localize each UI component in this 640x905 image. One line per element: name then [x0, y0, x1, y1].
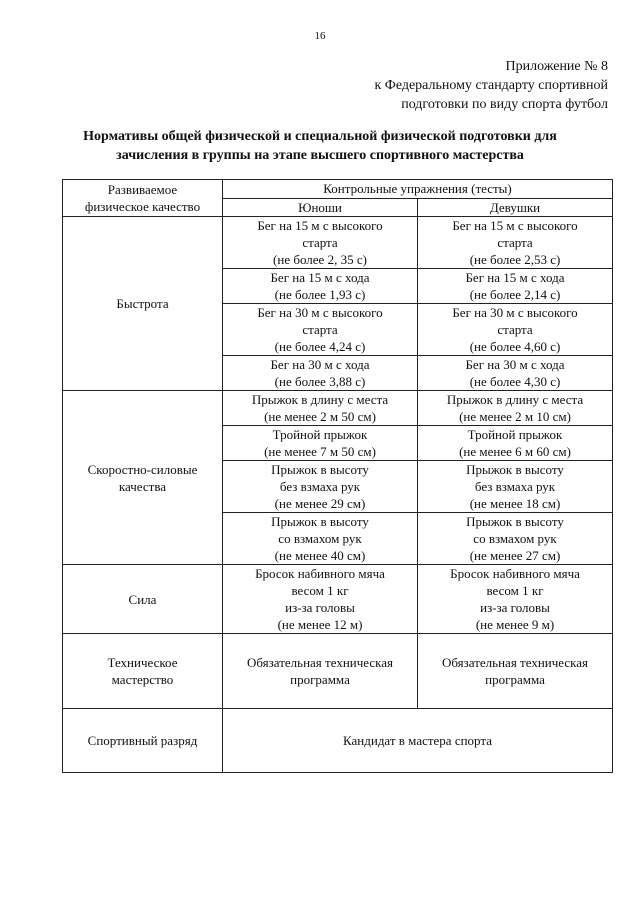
- cell-line: (не более 3,88 с): [274, 374, 366, 389]
- cell-line: со взмахом рук: [473, 531, 557, 546]
- boys-cell: [223, 513, 418, 565]
- cell-line: (не более 4,24 с): [274, 339, 366, 354]
- cell-line: Прыжок в длину с места: [251, 392, 389, 407]
- cell-line: Прыжок в высоту: [271, 462, 369, 477]
- cell-line: без взмаха рук: [474, 479, 556, 494]
- cell-line: Бросок набивного мяча: [255, 566, 385, 581]
- girls-cell: [418, 391, 613, 426]
- cell-line: из-за головы: [480, 600, 550, 615]
- title-line: зачисления в группы на этапе высшего спортивного мастерства: [116, 148, 524, 163]
- boys-cell: [223, 565, 418, 634]
- header-quality-cell: [63, 180, 223, 217]
- cell-line: (не менее 2 м 10 см): [459, 409, 571, 424]
- rank-value-cell: Кандидат в мастера спорта: [223, 709, 613, 773]
- cell-line: (не менее 6 м 60 см): [459, 444, 571, 459]
- header-quality-line: физическое качество: [84, 199, 201, 214]
- boys-cell: [223, 269, 418, 304]
- cell-line: старта: [497, 235, 533, 250]
- quality-cell-rank: Спортивный разряд: [63, 709, 223, 773]
- table-row: [63, 217, 613, 269]
- boys-cell: [223, 391, 418, 426]
- boys-cell: [223, 634, 418, 709]
- cell-line: Тройной прыжок: [272, 427, 368, 442]
- cell-line: Обязательная техническая: [442, 655, 589, 670]
- cell-line: без взмаха рук: [279, 479, 361, 494]
- header-boys-cell: Юноши: [223, 198, 418, 217]
- quality-line: мастерство: [111, 672, 174, 687]
- cell-line: Обязательная техническая: [246, 655, 393, 670]
- cell-line: Прыжок в высоту: [466, 462, 564, 477]
- cell-line: Бег на 15 м с высокого: [452, 218, 578, 233]
- cell-line: старта: [497, 322, 533, 337]
- boys-cell: [223, 426, 418, 461]
- cell-line: (не более 2,53 с): [469, 252, 561, 267]
- cell-line: (не менее 29 см): [274, 496, 366, 511]
- table-row: [63, 391, 613, 426]
- appendix-line: к Федеральному стандарту спортивной: [374, 78, 608, 93]
- cell-line: (не менее 2 м 50 см): [264, 409, 376, 424]
- cell-line: (не менее 9 м): [475, 617, 555, 632]
- cell-line: Прыжок в длину с места: [446, 392, 584, 407]
- cell-line: (не более 2, 35 с): [273, 252, 367, 267]
- quality-cell-speed: Быстрота: [63, 217, 223, 391]
- girls-cell: [418, 461, 613, 513]
- girls-cell: [418, 426, 613, 461]
- cell-line: Тройной прыжок: [467, 427, 563, 442]
- cell-line: Прыжок в высоту: [466, 514, 564, 529]
- cell-line: (не менее 18 см): [469, 496, 561, 511]
- girls-cell: [418, 513, 613, 565]
- quality-line: качества: [118, 478, 167, 494]
- boys-cell: [223, 304, 418, 356]
- boys-cell: [223, 461, 418, 513]
- appendix-line: подготовки по виду спорта футбол: [401, 97, 608, 112]
- cell-line: Бег на 15 м с хода: [270, 270, 370, 285]
- table-row: [63, 565, 613, 634]
- girls-cell: [418, 269, 613, 304]
- quality-cell-speed-strength: [63, 391, 223, 565]
- boys-cell: [223, 217, 418, 269]
- cell-line: программа: [290, 672, 350, 687]
- cell-line: Бег на 15 м с хода: [465, 270, 565, 285]
- cell-line: программа: [485, 672, 545, 687]
- cell-line: Бег на 15 м с высокого: [257, 218, 383, 233]
- girls-cell: [418, 565, 613, 634]
- cell-line: Бег на 30 м с хода: [270, 357, 370, 372]
- cell-line: (не менее 7 м 50 см): [264, 444, 376, 459]
- quality-line: Техническое: [107, 655, 178, 670]
- cell-line: весом 1 кг: [291, 583, 349, 598]
- boys-cell: [223, 356, 418, 391]
- cell-line: (не более 4,30 с): [469, 374, 561, 389]
- cell-line: со взмахом рук: [278, 531, 362, 546]
- cell-line: старта: [302, 322, 338, 337]
- page-number: 16: [314, 30, 326, 42]
- girls-cell: [418, 217, 613, 269]
- cell-line: из-за головы: [285, 600, 355, 615]
- girls-cell: [418, 356, 613, 391]
- cell-line: (не менее 27 см): [469, 548, 561, 563]
- cell-line: Бег на 30 м с высокого: [257, 305, 383, 320]
- cell-line: Бег на 30 м с высокого: [452, 305, 578, 320]
- cell-line: весом 1 кг: [486, 583, 544, 598]
- cell-line: Прыжок в высоту: [271, 514, 369, 529]
- appendix-note: [268, 57, 608, 114]
- cell-line: (не более 4,60 с): [469, 339, 561, 354]
- girls-cell: [418, 304, 613, 356]
- cell-line: (не менее 12 м): [277, 617, 363, 632]
- table-row: [63, 634, 613, 709]
- girls-cell: [418, 634, 613, 709]
- title-line: Нормативы общей физической и специальной физической подготовки для: [83, 129, 557, 144]
- header-tests-cell: Контрольные упражнения (тесты): [223, 180, 613, 199]
- quality-cell-strength: Сила: [63, 565, 223, 634]
- cell-line: Бросок набивного мяча: [450, 566, 580, 581]
- table-row: [63, 709, 613, 773]
- appendix-line: Приложение № 8: [505, 59, 608, 74]
- cell-line: (не менее 40 см): [274, 548, 366, 563]
- header-quality-line: Развиваемое: [107, 182, 178, 197]
- quality-cell-technique: [63, 634, 223, 709]
- header-girls-cell: Девушки: [418, 198, 613, 217]
- cell-line: (не более 1,93 с): [274, 287, 366, 302]
- cell-line: (не более 2,14 с): [469, 287, 561, 302]
- document-title: [40, 127, 600, 165]
- cell-line: старта: [302, 235, 338, 250]
- cell-line: Бег на 30 м с хода: [465, 357, 565, 372]
- quality-line: Скоростно-силовые: [87, 461, 198, 477]
- standards-table: [62, 179, 613, 773]
